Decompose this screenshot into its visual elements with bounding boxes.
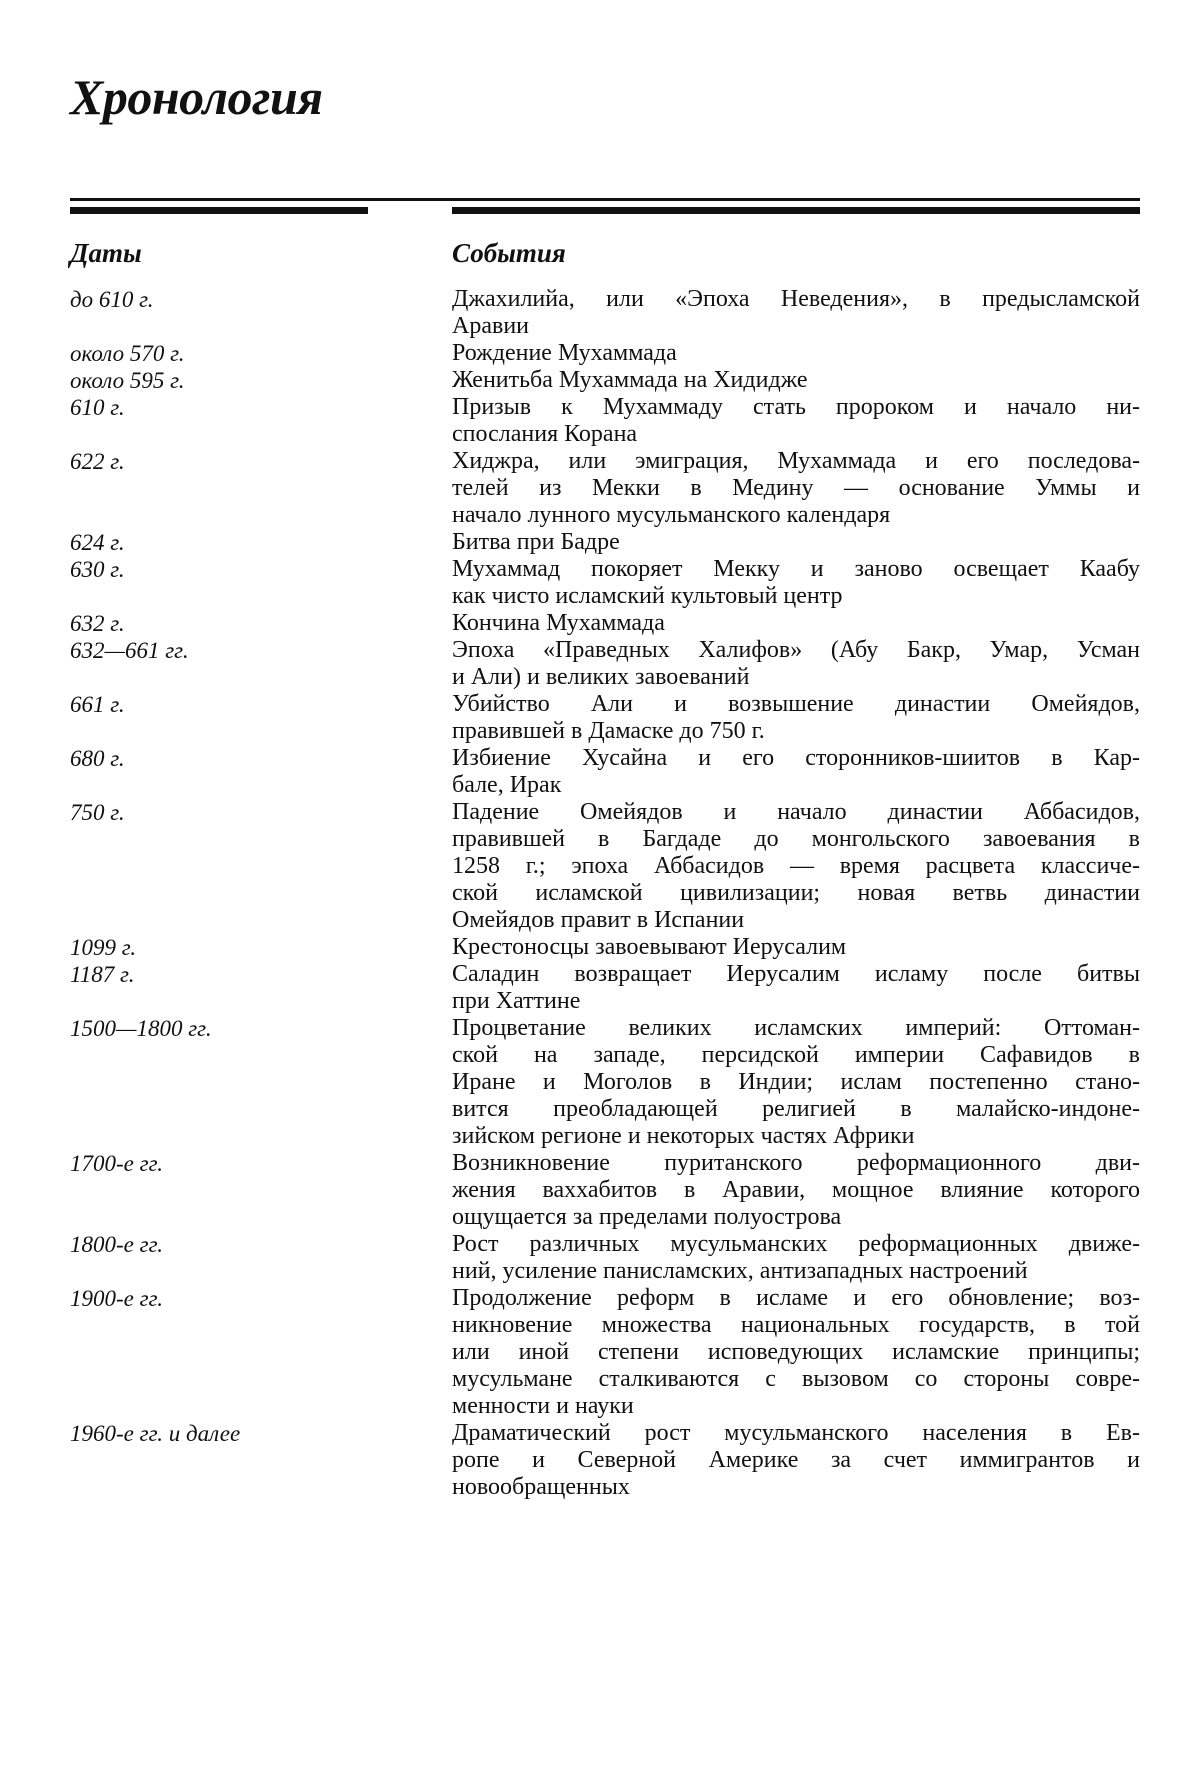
- event-line: новообращенных: [452, 1474, 1140, 1501]
- row-event: [452, 1420, 1140, 1501]
- event-line: ний, усиление панисламских, антизападных настроений: [452, 1258, 1140, 1285]
- events-column-rule: [452, 207, 1140, 214]
- event-line: никновение множества национальных государств, в той: [452, 1312, 1140, 1339]
- chronology-row: [70, 1231, 1140, 1285]
- event-line: Эпоха «Праведных Халифов» (Абу Бакр, Умар, Усман: [452, 637, 1140, 664]
- event-line: телей из Мекки в Медину — основание Уммы и: [452, 475, 1140, 502]
- event-line: начало лунного мусульманского календаря: [452, 502, 1140, 529]
- top-rule: [70, 198, 1140, 201]
- row-date: 1500—1800 гг.: [70, 1015, 452, 1150]
- event-line: ской исламской цивилизации; новая ветвь династии: [452, 880, 1140, 907]
- event-line: правившей в Дамаске до 750 г.: [452, 718, 1140, 745]
- event-line: Джахилийа, или «Эпоха Неведения», в предысламской: [452, 286, 1140, 313]
- row-event: [452, 1231, 1140, 1285]
- chronology-row: [70, 367, 1140, 394]
- chronology-table: [70, 286, 1140, 1501]
- row-event: [452, 691, 1140, 745]
- chronology-row: [70, 394, 1140, 448]
- row-date: около 595 г.: [70, 367, 452, 394]
- row-date: 661 г.: [70, 691, 452, 745]
- row-event: [452, 961, 1140, 1015]
- event-line: Саладин возвращает Иерусалим исламу после битвы: [452, 961, 1140, 988]
- row-date: 632—661 гг.: [70, 637, 452, 691]
- event-line: жения ваххабитов в Аравии, мощное влияние которого: [452, 1177, 1140, 1204]
- event-line: Избиение Хусайна и его сторонников-шиитов в Кар-: [452, 745, 1140, 772]
- event-line: Крестоносцы завоевывают Иерусалим: [452, 934, 1140, 961]
- row-event: [452, 610, 1140, 637]
- row-event: [452, 448, 1140, 529]
- row-date: 1187 г.: [70, 961, 452, 1015]
- row-date: 680 г.: [70, 745, 452, 799]
- row-date: 1900-е гг.: [70, 1285, 452, 1420]
- event-line: или иной степени исповедующих исламские принципы;: [452, 1339, 1140, 1366]
- row-event: [452, 637, 1140, 691]
- row-date: 1960-е гг. и далее: [70, 1420, 452, 1501]
- chronology-row: [70, 1285, 1140, 1420]
- event-line: Падение Омейядов и начало династии Аббасидов,: [452, 799, 1140, 826]
- event-line: Возникновение пуританского реформационного дви-: [452, 1150, 1140, 1177]
- event-line: Кончина Мухаммада: [452, 610, 1140, 637]
- event-line: ропе и Северной Америке за счет иммигрантов и: [452, 1447, 1140, 1474]
- chronology-row: [70, 745, 1140, 799]
- chronology-row: [70, 556, 1140, 610]
- event-line: Мухаммад покоряет Мекку и заново освещает Каабу: [452, 556, 1140, 583]
- row-event: [452, 1015, 1140, 1150]
- event-line: мусульмане сталкиваются с вызовом со стороны совре-: [452, 1366, 1140, 1393]
- chronology-row: [70, 529, 1140, 556]
- row-date: 610 г.: [70, 394, 452, 448]
- event-line: Женитьба Мухаммада на Хидидже: [452, 367, 1140, 394]
- event-line: Омейядов правит в Испании: [452, 907, 1140, 934]
- chronology-row: [70, 961, 1140, 1015]
- row-date: 1099 г.: [70, 934, 452, 961]
- event-line: Аравии: [452, 313, 1140, 340]
- event-line: бале, Ирак: [452, 772, 1140, 799]
- event-line: Процветание великих исламских империй: Оттоман-: [452, 1015, 1140, 1042]
- event-line: правившей в Багдаде до монгольского завоевания в: [452, 826, 1140, 853]
- event-line: ской на западе, персидской империи Сафавидов в: [452, 1042, 1140, 1069]
- chronology-row: [70, 448, 1140, 529]
- chronology-row: [70, 1420, 1140, 1501]
- row-date: 1700-е гг.: [70, 1150, 452, 1231]
- dates-column-rule: [70, 207, 368, 214]
- event-line: как чисто исламский культовый центр: [452, 583, 1140, 610]
- event-line: Иране и Моголов в Индии; ислам постепенно стано-: [452, 1069, 1140, 1096]
- row-date: до 610 г.: [70, 286, 452, 340]
- chronology-row: [70, 340, 1140, 367]
- event-line: ощущается за пределами полуострова: [452, 1204, 1140, 1231]
- row-date: 1800-е гг.: [70, 1231, 452, 1285]
- row-date: 624 г.: [70, 529, 452, 556]
- event-line: Рождение Мухаммада: [452, 340, 1140, 367]
- row-date: 750 г.: [70, 799, 452, 934]
- row-date: 622 г.: [70, 448, 452, 529]
- event-line: менности и науки: [452, 1393, 1140, 1420]
- event-line: спослания Корана: [452, 421, 1140, 448]
- chronology-row: [70, 691, 1140, 745]
- row-event: [452, 1150, 1140, 1231]
- event-line: при Хаттине: [452, 988, 1140, 1015]
- chronology-row: [70, 1150, 1140, 1231]
- row-date: около 570 г.: [70, 340, 452, 367]
- chronology-row: [70, 799, 1140, 934]
- row-date: 630 г.: [70, 556, 452, 610]
- event-line: Хиджра, или эмиграция, Мухаммада и его последова-: [452, 448, 1140, 475]
- row-event: [452, 340, 1140, 367]
- row-event: [452, 934, 1140, 961]
- events-column-header: События: [452, 238, 566, 269]
- row-event: [452, 799, 1140, 934]
- chronology-row: [70, 637, 1140, 691]
- event-line: и Али) и великих завоеваний: [452, 664, 1140, 691]
- row-event: [452, 286, 1140, 340]
- event-line: Продолжение реформ в исламе и его обновление; воз-: [452, 1285, 1140, 1312]
- row-event: [452, 1285, 1140, 1420]
- row-event: [452, 394, 1140, 448]
- event-line: Рост различных мусульманских реформационных движе-: [452, 1231, 1140, 1258]
- row-date: 632 г.: [70, 610, 452, 637]
- event-line: Убийство Али и возвышение династии Омейядов,: [452, 691, 1140, 718]
- row-event: [452, 367, 1140, 394]
- dates-column-header: Даты: [70, 238, 142, 269]
- event-line: Призыв к Мухаммаду стать пророком и начало ни-: [452, 394, 1140, 421]
- event-line: 1258 г.; эпоха Аббасидов — время расцвета классиче-: [452, 853, 1140, 880]
- page-title: Хронология: [70, 68, 323, 126]
- event-line: Битва при Бадре: [452, 529, 1140, 556]
- chronology-row: [70, 934, 1140, 961]
- event-line: вится преобладающей религией в малайско-индоне-: [452, 1096, 1140, 1123]
- event-line: зийском регионе и некоторых частях Африки: [452, 1123, 1140, 1150]
- chronology-row: [70, 1015, 1140, 1150]
- chronology-row: [70, 610, 1140, 637]
- event-line: Драматический рост мусульманского населения в Ев-: [452, 1420, 1140, 1447]
- row-event: [452, 556, 1140, 610]
- row-event: [452, 745, 1140, 799]
- row-event: [452, 529, 1140, 556]
- chronology-row: [70, 286, 1140, 340]
